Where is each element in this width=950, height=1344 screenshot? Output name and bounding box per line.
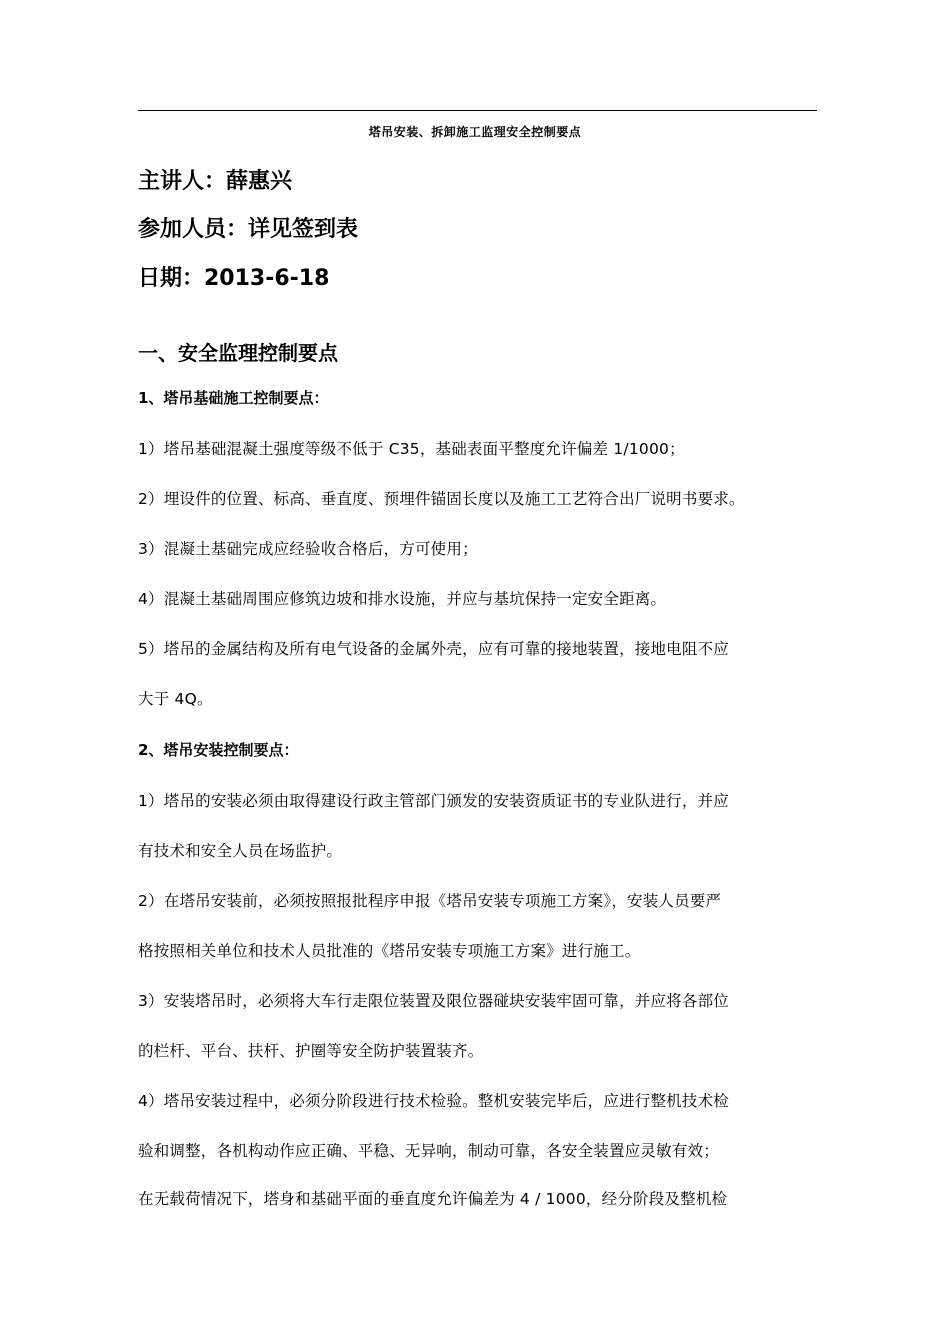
header-rule	[138, 110, 817, 111]
section-heading: 一、安全监理控制要点	[138, 341, 338, 365]
document-title: 塔吊安装、拆卸施工监理安全控制要点	[368, 125, 582, 139]
paragraph-line: 1）塔吊的安装必须由取得建设行政主管部门颁发的安装资质证书的专业队进行，并应	[138, 792, 729, 810]
paragraph-line: 的栏杆、平台、扶杆、护圈等安全防护装置装齐。	[138, 1042, 484, 1060]
attendees-line: 参加人员：详见签到表	[138, 217, 359, 242]
paragraph-line: 1）塔吊基础混凝土强度等级不低于 C35，基础表面平整度允许偏差 1/1000；	[138, 440, 685, 458]
paragraph-line: 4）塔吊安装过程中，必须分阶段进行技术检验。整机安装完毕后，应进行整机技术检	[138, 1092, 729, 1110]
paragraph-line: 2）埋设件的位置、标高、垂直度、预埋件锚固长度以及施工工艺符合出厂说明书要求。	[138, 490, 745, 508]
subsection-heading-foundation: 1、塔吊基础施工控制要点：	[138, 389, 329, 407]
paragraph-line: 5）塔吊的金属结构及所有电气设备的金属外壳，应有可靠的接地装置，接地电阻不应	[138, 640, 729, 658]
paragraph-line: 3）混凝土基础完成应经验收合格后，方可使用；	[138, 540, 478, 558]
paragraph-line: 3）安装塔吊时，必须将大车行走限位装置及限位器碰块安装牢固可靠，并应将各部位	[138, 992, 729, 1010]
paragraph-line: 格按照相关单位和技术人员批准的《塔吊安装专项施工方案》进行施工。	[138, 942, 641, 960]
paragraph-line: 大于 4Q。	[138, 690, 213, 708]
subsection-heading-installation: 2、塔吊安装控制要点：	[138, 741, 299, 759]
paragraph-line: 验和调整，各机构动作应正确、平稳、无异响，制动可靠，各安全装置应灵敏有效；	[138, 1142, 719, 1160]
paragraph-line: 4）混凝土基础周围应修筑边坡和排水设施，并应与基坑保持一定安全距离。	[138, 590, 667, 608]
date-line: 日期：2013-6-18	[138, 266, 330, 291]
paragraph-line: 有技术和安全人员在场监护。	[138, 842, 343, 860]
speaker-line: 主讲人：薛惠兴	[138, 169, 293, 194]
paragraph-line: 在无载荷情况下，塔身和基础平面的垂直度允许偏差为 4 / 1000，经分阶段及整机检	[138, 1190, 728, 1208]
paragraph-line: 2）在塔吊安装前，必须按照报批程序申报《塔吊安装专项施工方案》，安装人员要严	[138, 892, 722, 910]
